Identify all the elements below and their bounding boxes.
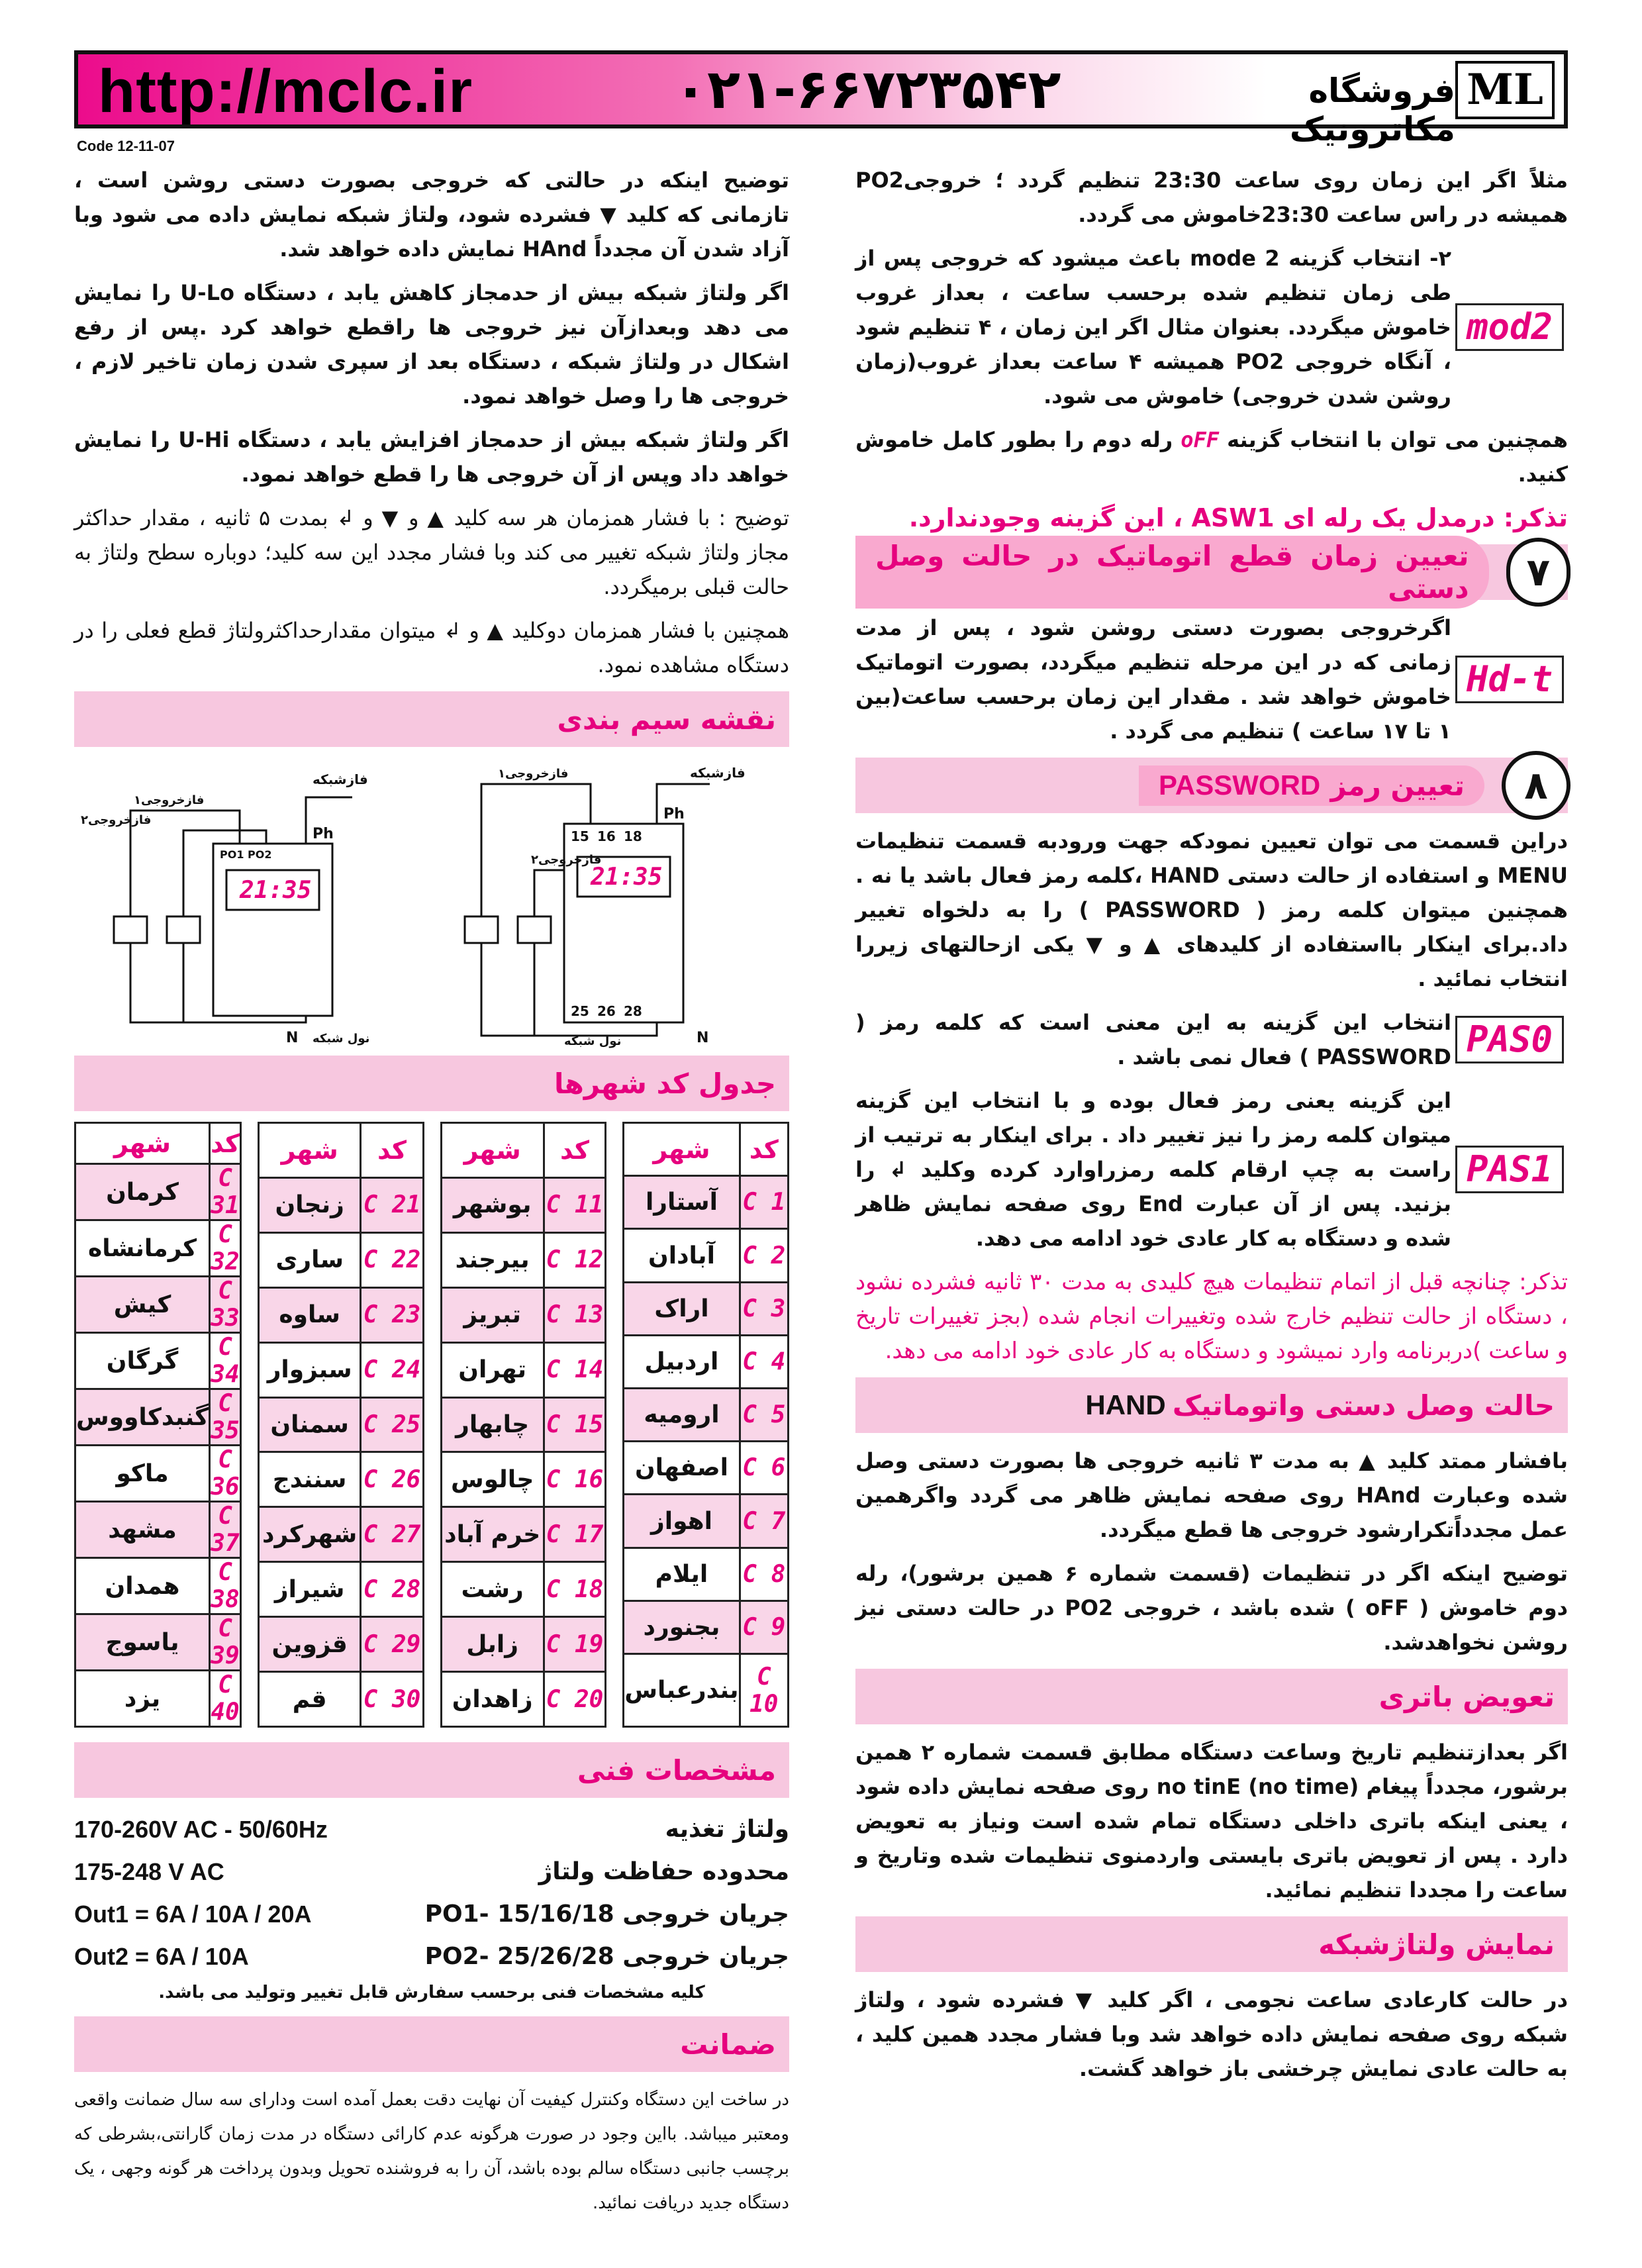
city-code: C 25 — [361, 1397, 423, 1452]
city-name: اصفهان — [624, 1442, 740, 1495]
city-name: بندرعباس — [624, 1654, 740, 1727]
city-table-2 — [440, 1122, 607, 1728]
city-code: C 35 — [211, 1390, 240, 1444]
table-row — [75, 1220, 241, 1277]
table-row — [624, 1335, 789, 1388]
city-name: ایلام — [624, 1548, 740, 1601]
table-row — [75, 1502, 241, 1558]
city-name: آستارا — [624, 1176, 740, 1229]
table-row — [75, 1614, 241, 1671]
section-8-title: تعیین رمز — [1330, 769, 1465, 802]
table-row — [259, 1287, 424, 1342]
col-code-header: کد — [210, 1123, 241, 1164]
timeout-note: تذکر: چنانچه قبل از اتمام تنظیمات هیچ کلیدی به مدت ۳۰ ثانیه فشرده نشود ، دستگاه از حالت تنظیم خارج شده وتغییرات انجام شده (بجز تغییرات تاریخ و ساعت )دربرنامه وارد نمیشود و دستگاه به کار عادی خود ادامه می دهد. — [855, 1269, 1568, 1364]
mode1-example: مثلاً اگر این زمان روی ساعت 23:30 تنظیم گردد ؛ خروجیPO2 همیشه در راس ساعت 23:30خاموش می گردد. — [855, 168, 1569, 227]
city-code: C 13 — [544, 1287, 606, 1342]
document-code: Code 12-11-07 — [77, 138, 175, 154]
city-name: زاهدان — [441, 1672, 544, 1727]
warranty-title: ضمانت — [680, 2028, 776, 2061]
t4: 25 — [571, 1003, 589, 1019]
table-row — [259, 1672, 424, 1727]
city-code: C 21 — [361, 1177, 423, 1232]
section-7-heading — [855, 540, 1568, 605]
table-row — [441, 1342, 606, 1397]
city-name: گنبدکاووس — [75, 1389, 210, 1446]
city-code: C 30 — [361, 1672, 423, 1727]
three-key-note: توضیح : با فشار همزمان هر سه کلید ▲ و ▼ و ↲ بمدت ۵ ثانیه ، مقدار حداکثر مجاز ولتاژ شبکه تغییر می کند وبا فشار مجدد این سه کلید؛ دوباره سطح ولتاژ به حالت قبلی برمیگردد. — [74, 505, 790, 599]
col-code-header: کد — [361, 1123, 423, 1178]
spec-note: کلیه مشخصات فنی برحسب سفارش قابل تغییر وتولید می باشد. — [158, 1983, 705, 2002]
hand-text: بافشار ممتد کلید ▲ به مدت ۳ ثانیه خروجی ها بصورت دستی وصل شده وعبارت HAnd روی صفحه نمایش ظاهر می گردد واگرهمین عمل مجدداًتکرارشود خروجی ها قطع میگردد. — [855, 1448, 1569, 1542]
city-code: C 26 — [361, 1452, 423, 1507]
spec-row — [74, 1936, 789, 1978]
city-name: ساوه — [259, 1287, 361, 1342]
spec-row — [74, 1851, 789, 1893]
table-row — [624, 1229, 789, 1282]
col-city-header: شهر — [624, 1123, 740, 1176]
table-row — [624, 1654, 789, 1727]
phase-left: فازشبکه — [313, 771, 368, 787]
t2: 16 — [597, 828, 616, 844]
table-row — [441, 1177, 606, 1232]
neutral-right: نول شبکه — [564, 1034, 622, 1048]
city-name: کرمانشاه — [75, 1220, 210, 1277]
section-8-number: ۸ — [1502, 751, 1570, 820]
lcd-off-inline: oFF — [1181, 427, 1220, 452]
asw1-note: تذکر: درمدل یک رله ای ASW1 ، این گزینه وجودندارد. — [908, 503, 1568, 532]
city-code: C 9 — [740, 1601, 788, 1653]
hand-heading — [855, 1377, 1568, 1433]
city-name: زابل — [441, 1617, 544, 1672]
t1: 15 — [571, 828, 589, 844]
city-name: کرمان — [75, 1164, 210, 1220]
city-code: C 11 — [544, 1177, 606, 1232]
city-name: چالوس — [441, 1452, 544, 1507]
phase-right: فازشبکه — [690, 765, 746, 781]
t5: 26 — [597, 1003, 616, 1019]
table-row — [441, 1507, 606, 1562]
city-tables — [74, 1122, 789, 1728]
brochure-page — [74, 50, 1568, 2229]
city-code: C 10 — [740, 1654, 788, 1727]
city-code: C 7 — [740, 1495, 788, 1548]
t6: 28 — [624, 1003, 642, 1019]
city-name: تبریز — [441, 1287, 544, 1342]
city-name: شهرکرد — [259, 1507, 361, 1562]
city-code: C 33 — [211, 1277, 240, 1332]
company-logo: ML — [1455, 61, 1555, 119]
spec-value: 170-260V AC - 50/60Hz — [74, 1816, 328, 1843]
city-code: C 5 — [740, 1389, 788, 1442]
city-code: C 14 — [544, 1342, 606, 1397]
spec-value: 175-248 V AC — [74, 1858, 224, 1885]
city-name: قزوین — [259, 1617, 361, 1672]
table-row — [75, 1671, 241, 1727]
table-row — [259, 1342, 424, 1397]
cities-heading — [74, 1056, 789, 1111]
wiring-svg — [74, 758, 789, 1049]
table-row — [624, 1176, 789, 1229]
hand-title: حالت وصل دستی واتوماتیک — [1172, 1389, 1555, 1422]
table-row — [624, 1601, 789, 1653]
city-name: ساری — [259, 1232, 361, 1287]
hand-en: HAND — [1085, 1389, 1166, 1420]
load-left-1 — [114, 916, 147, 943]
neutral-left: نول شبکه — [313, 1032, 370, 1046]
po-left: PO1 PO2 — [220, 848, 272, 861]
load-right-1 — [465, 916, 498, 943]
city-code: C 19 — [544, 1617, 606, 1672]
spec-value: Out1 = 6A / 10A / 20A — [74, 1900, 312, 1928]
out1-left: فازخروجی۱ — [134, 793, 205, 807]
city-name: تهران — [441, 1342, 544, 1397]
spec-row — [74, 1893, 789, 1936]
table-row — [624, 1282, 789, 1335]
city-name: اهواز — [624, 1495, 740, 1548]
battery-title: تعویض باتری — [1378, 1680, 1555, 1713]
table-row — [441, 1452, 606, 1507]
spec-row — [74, 1808, 789, 1851]
city-name: گرگان — [75, 1333, 210, 1389]
warranty-heading — [74, 2016, 789, 2072]
uhi-text: اگر ولتاژ شبکه بیش از حدمجاز افزایش یابد ، دستگاه U-Hi را نمایش خواهد داد وپس از آن خروجی ها را قطع خواهد نمود. — [74, 427, 790, 487]
city-name: اراک — [624, 1282, 740, 1335]
table-row — [259, 1177, 424, 1232]
city-code: C 37 — [211, 1503, 240, 1557]
clock-right: 21:35 — [591, 863, 663, 891]
out1-right: فازخروجی۱ — [498, 767, 569, 781]
spec-list — [74, 1808, 789, 1978]
section-8-heading — [855, 758, 1568, 813]
pas1-text: این گزینه یعنی رمز فعال بوده و با انتخاب این گزینه میتوان کلمه رمز را نیز تغییر داد . برای اینکار به ترتیب از راست به چپ ارقام کلمه رمزراوارد کرده وکلید ↲ را بزنید. پس از آن عبارت End روی صفحه نمایش ظاهر شده و دستگاه به کار عادی خود ادامه می دهد. — [855, 1088, 1451, 1251]
spec-label: محدوده حفاظت ولتاژ — [538, 1858, 789, 1885]
city-name: کیش — [75, 1277, 210, 1333]
n-right: N — [697, 1030, 709, 1046]
website-url[interactable]: http://mclc.ir — [98, 58, 473, 125]
city-name: زنجان — [259, 1177, 361, 1232]
spec-heading — [74, 1742, 789, 1798]
city-code: C 24 — [361, 1342, 423, 1397]
city-code: C 40 — [211, 1671, 240, 1726]
city-name: ارومیه — [624, 1389, 740, 1442]
table-row — [75, 1333, 241, 1389]
lcd-mod2: mod2 — [1455, 303, 1564, 351]
table-row — [75, 1277, 241, 1333]
city-code: C 17 — [544, 1507, 606, 1562]
right-column — [855, 163, 1568, 2095]
battery-text: اگر بعدازتنظیم تاریخ وساعت دستگاه مطابق قسمت شماره ۲ همین برشور، مجدداً پیغام (no time) no tinE روی صفحه نمایش داده شود ، یعنی اینکه باتری داخلی دستگاه تمام شده است ونیاز به تعویض دارد . پس از تعویض باتری بایستی واردمنوی تنظیمات شده وتاریخ و ساعت را مجددا تنظیم نمائید. — [855, 1740, 1569, 1902]
city-table-3 — [258, 1122, 424, 1728]
out2-right: فازخروجی۲ — [531, 853, 602, 867]
city-code: C 6 — [740, 1442, 788, 1495]
city-code: C 4 — [740, 1335, 788, 1388]
table-row — [259, 1397, 424, 1452]
ph-left: Ph — [313, 826, 334, 842]
shop-name: فروشگاه مکاترونیک — [1289, 72, 1455, 148]
city-name: یاسوج — [75, 1614, 210, 1671]
city-table-1 — [622, 1122, 789, 1728]
spec-title: مشخصات فنی — [577, 1753, 776, 1787]
city-code: C 36 — [211, 1446, 240, 1501]
city-code: C 20 — [544, 1672, 606, 1727]
pas1-row — [855, 1083, 1568, 1256]
city-code: C 32 — [211, 1221, 240, 1275]
city-code: C 8 — [740, 1548, 788, 1601]
table-row — [259, 1232, 424, 1287]
table-row — [259, 1452, 424, 1507]
city-name: چابهار — [441, 1397, 544, 1452]
hdt-text: اگرخروجی بصورت دستی روشن شود ، پس از مدت زمانی که در این مرحله تنظیم میگردد، بصورت اتوماتیک خاموش خواهد شد . مقدار این زمان برحسب ساعت(بین ۱ تا ۱۷ ساعت ) تنظیم می گردد . — [855, 615, 1451, 744]
city-code: C 29 — [361, 1617, 423, 1672]
city-code: C 28 — [361, 1562, 423, 1617]
city-name: سبزوار — [259, 1342, 361, 1397]
city-code: C 39 — [211, 1615, 240, 1669]
clock-left: 21:35 — [240, 877, 312, 904]
table-row — [75, 1558, 241, 1614]
city-name: بیرجند — [441, 1232, 544, 1287]
city-name: سمنان — [259, 1397, 361, 1452]
warranty-text: در ساخت این دستگاه وکنترل کیفیت آن نهایت دقت بعمل آمده است ودارای سه سال ضمانت واقعی ومعتبر میباشد. بااین وجود در صورت هرگونه عدم کارائی دستگاه در مدت زمان گارانتی،بشرطی که برچسب جانبی دستگاه سالم بوده باشد، آن را به فروشنده تحویل وبدون پرداخت هر گونه وجهی ، یک دستگاه جدید دریافت نمائید. — [74, 2090, 789, 2213]
city-code: C 18 — [544, 1562, 606, 1617]
city-code: C 1 — [740, 1176, 788, 1229]
table-row — [441, 1287, 606, 1342]
cities-title: جدول کد شهرها — [554, 1067, 776, 1100]
table-row — [441, 1617, 606, 1672]
city-code: C 22 — [361, 1232, 423, 1287]
city-name: مشهد — [75, 1502, 210, 1558]
city-name: ماکو — [75, 1446, 210, 1502]
pas0-row — [855, 1005, 1568, 1074]
section-7-title: تعیین زمان قطع اتوماتیک در حالت وصل دستی — [875, 540, 1469, 605]
left-column — [74, 163, 789, 2230]
table-row — [624, 1389, 789, 1442]
city-name: یزد — [75, 1671, 210, 1727]
voltage-title: نمایش ولتاژشبکه — [1318, 1928, 1555, 1961]
table-row — [75, 1389, 241, 1446]
hand-note: توضیح اینکه اگر در تنظیمات (قسمت شماره ۶ همین برشور)، رله دوم خاموش ( oFF ) شده باشد ، خروجی PO2 در حالت دستی نیز روشن نخواهدشد. — [855, 1561, 1569, 1655]
col-code-header: کد — [740, 1123, 788, 1176]
table-row — [441, 1397, 606, 1452]
section-7-number: ۷ — [1506, 538, 1570, 607]
table-row — [259, 1562, 424, 1617]
city-code: C 16 — [544, 1452, 606, 1507]
city-code: C 3 — [740, 1282, 788, 1335]
spec-label: جریان خروجی PO2- 25/26/28 — [424, 1943, 789, 1970]
city-name: خرم آباد — [441, 1507, 544, 1562]
password-text: دراین قسمت می توان تعیین نمودکه جهت ورودبه قسمت تنظیمات MENU و استفاده از حالت دستی HAND ،کلمه رمز فعال باشد یا نه . همچنین میتوان کلمه رمز ( PASSWORD ) را به دلخواه تغییر داد.برای اینکار بااستفاده از کلیدهای ▲ و ▼ یکی ازحالتهای زیررا انتخاب نمائید . — [855, 828, 1569, 991]
city-code: C 15 — [544, 1397, 606, 1452]
voltage-heading — [855, 1916, 1568, 1972]
city-code: C 12 — [544, 1232, 606, 1287]
spec-value: Out2 = 6A / 10A — [74, 1943, 249, 1970]
lcd-pas1: PAS1 — [1455, 1146, 1564, 1193]
table-row — [441, 1232, 606, 1287]
city-code: C 27 — [361, 1507, 423, 1562]
table-row — [75, 1164, 241, 1220]
col-city-header: شهر — [441, 1123, 544, 1178]
table-row — [624, 1442, 789, 1495]
city-name: همدان — [75, 1558, 210, 1614]
city-name: بجنورد — [624, 1601, 740, 1653]
city-code: C 31 — [211, 1165, 240, 1219]
pas0-text: انتخاب این گزینه به این معنی است که کلمه رمز ( PASSWORD ) فعال نمی باشد . — [855, 1010, 1451, 1069]
city-code: C 34 — [211, 1334, 240, 1388]
wiring-diagram — [74, 758, 789, 1049]
hdt-row — [855, 611, 1568, 748]
mode2-text: ۲- انتخاب گزینه mode 2 باعث میشود که خروجی پس از طی زمان تنظیم شده برحسب ساعت ، بعداز غروب خاموش میگردد. بعنوان مثال اگر این زمان ، ۴ تنظیم شود ، آنگاه خروجی PO2 همیشه ۴ ساعت بعداز غروب(زمان روشن شدن خروجی) خاموش می شود. — [855, 246, 1451, 409]
n-left: N — [286, 1030, 299, 1046]
voltage-text: در حالت کارعادی ساعت نجومی ، اگر کلید ▼ فشرده شود ، ولتاژ شبکه روی صفحه نمایش داده خواهد شد وبا فشار مجدد همین کلید ، به حالت عادی نمایش چرخشی باز خواهد گشت. — [855, 1987, 1568, 2081]
t3: 18 — [624, 828, 642, 844]
table-row — [441, 1562, 606, 1617]
city-name: رشت — [441, 1562, 544, 1617]
lcd-pas0: PAS0 — [1455, 1016, 1564, 1063]
wiring-title: نقشه سیم بندی — [557, 703, 776, 736]
ulo-text: اگر ولتاژ شبکه بیش از حدمجاز کاهش یابد ، دستگاه U-Lo را نمایش می دهد وبعدازآن نیز خروجی ها راقطع خواهد کرد .پس از رفع اشکال در ولتاژ شبکه ، دستگاه بعد از سپری شدن زمان تاخیر لازم ، خروجی ها را وصل خواهد نمود. — [74, 280, 789, 409]
city-code: C 23 — [361, 1287, 423, 1342]
table-row — [259, 1507, 424, 1562]
load-right-2 — [518, 916, 551, 943]
city-name: بوشهر — [441, 1177, 544, 1232]
ph-right: Ph — [663, 806, 685, 822]
table-row — [259, 1617, 424, 1672]
hand-voltage-text: توضیح اینکه در حالتی که خروجی بصورت دستی روشن است ، تازمانی که کلید ▼ فشرده شود، ولتاژ شبکه نمایش داده می شود وبا آزاد شدن آن مجدداً HAnd نمایش داده خواهد شد. — [74, 168, 789, 262]
city-code: C 38 — [211, 1559, 240, 1613]
city-name: اردبیل — [624, 1335, 740, 1388]
wiring-heading — [74, 691, 789, 747]
table-row — [624, 1548, 789, 1601]
phone-number: ۰۲۱-۶۶۷۲۳۵۴۲ — [674, 58, 1061, 121]
city-code: C 2 — [740, 1229, 788, 1282]
section-8-en: PASSWORD — [1159, 769, 1321, 801]
table-row — [624, 1495, 789, 1548]
battery-heading — [855, 1669, 1568, 1724]
city-table-4 — [74, 1122, 242, 1728]
table-row — [441, 1672, 606, 1727]
col-code-header: کد — [544, 1123, 606, 1178]
off-text: همچنین می توان با انتخاب گزینه oFF رله دوم را بطور کامل خاموش کنید. — [855, 422, 1568, 491]
out2-left: فازخروجی۲ — [81, 813, 152, 827]
col-city-header: شهر — [259, 1123, 361, 1178]
city-name: سنندج — [259, 1452, 361, 1507]
table-row — [75, 1446, 241, 1502]
spec-label: جریان خروجی PO1- 15/16/18 — [424, 1900, 789, 1928]
city-name: قم — [259, 1672, 361, 1727]
col-city-header: شهر — [75, 1123, 210, 1164]
spec-label: ولتاژ تغذیه — [665, 1816, 789, 1843]
load-left-2 — [167, 916, 200, 943]
lcd-hdt: Hd-t — [1455, 656, 1564, 703]
city-name: آبادان — [624, 1229, 740, 1282]
mode2-row — [855, 241, 1568, 413]
two-key-note: همچنین با فشار همزمان دوکلید ▲ و ↲ میتوان مقدارحداکثرولتاژ قطع فعلی را در دستگاه مشاهده نمود. — [74, 618, 789, 677]
city-name: شیراز — [259, 1562, 361, 1617]
